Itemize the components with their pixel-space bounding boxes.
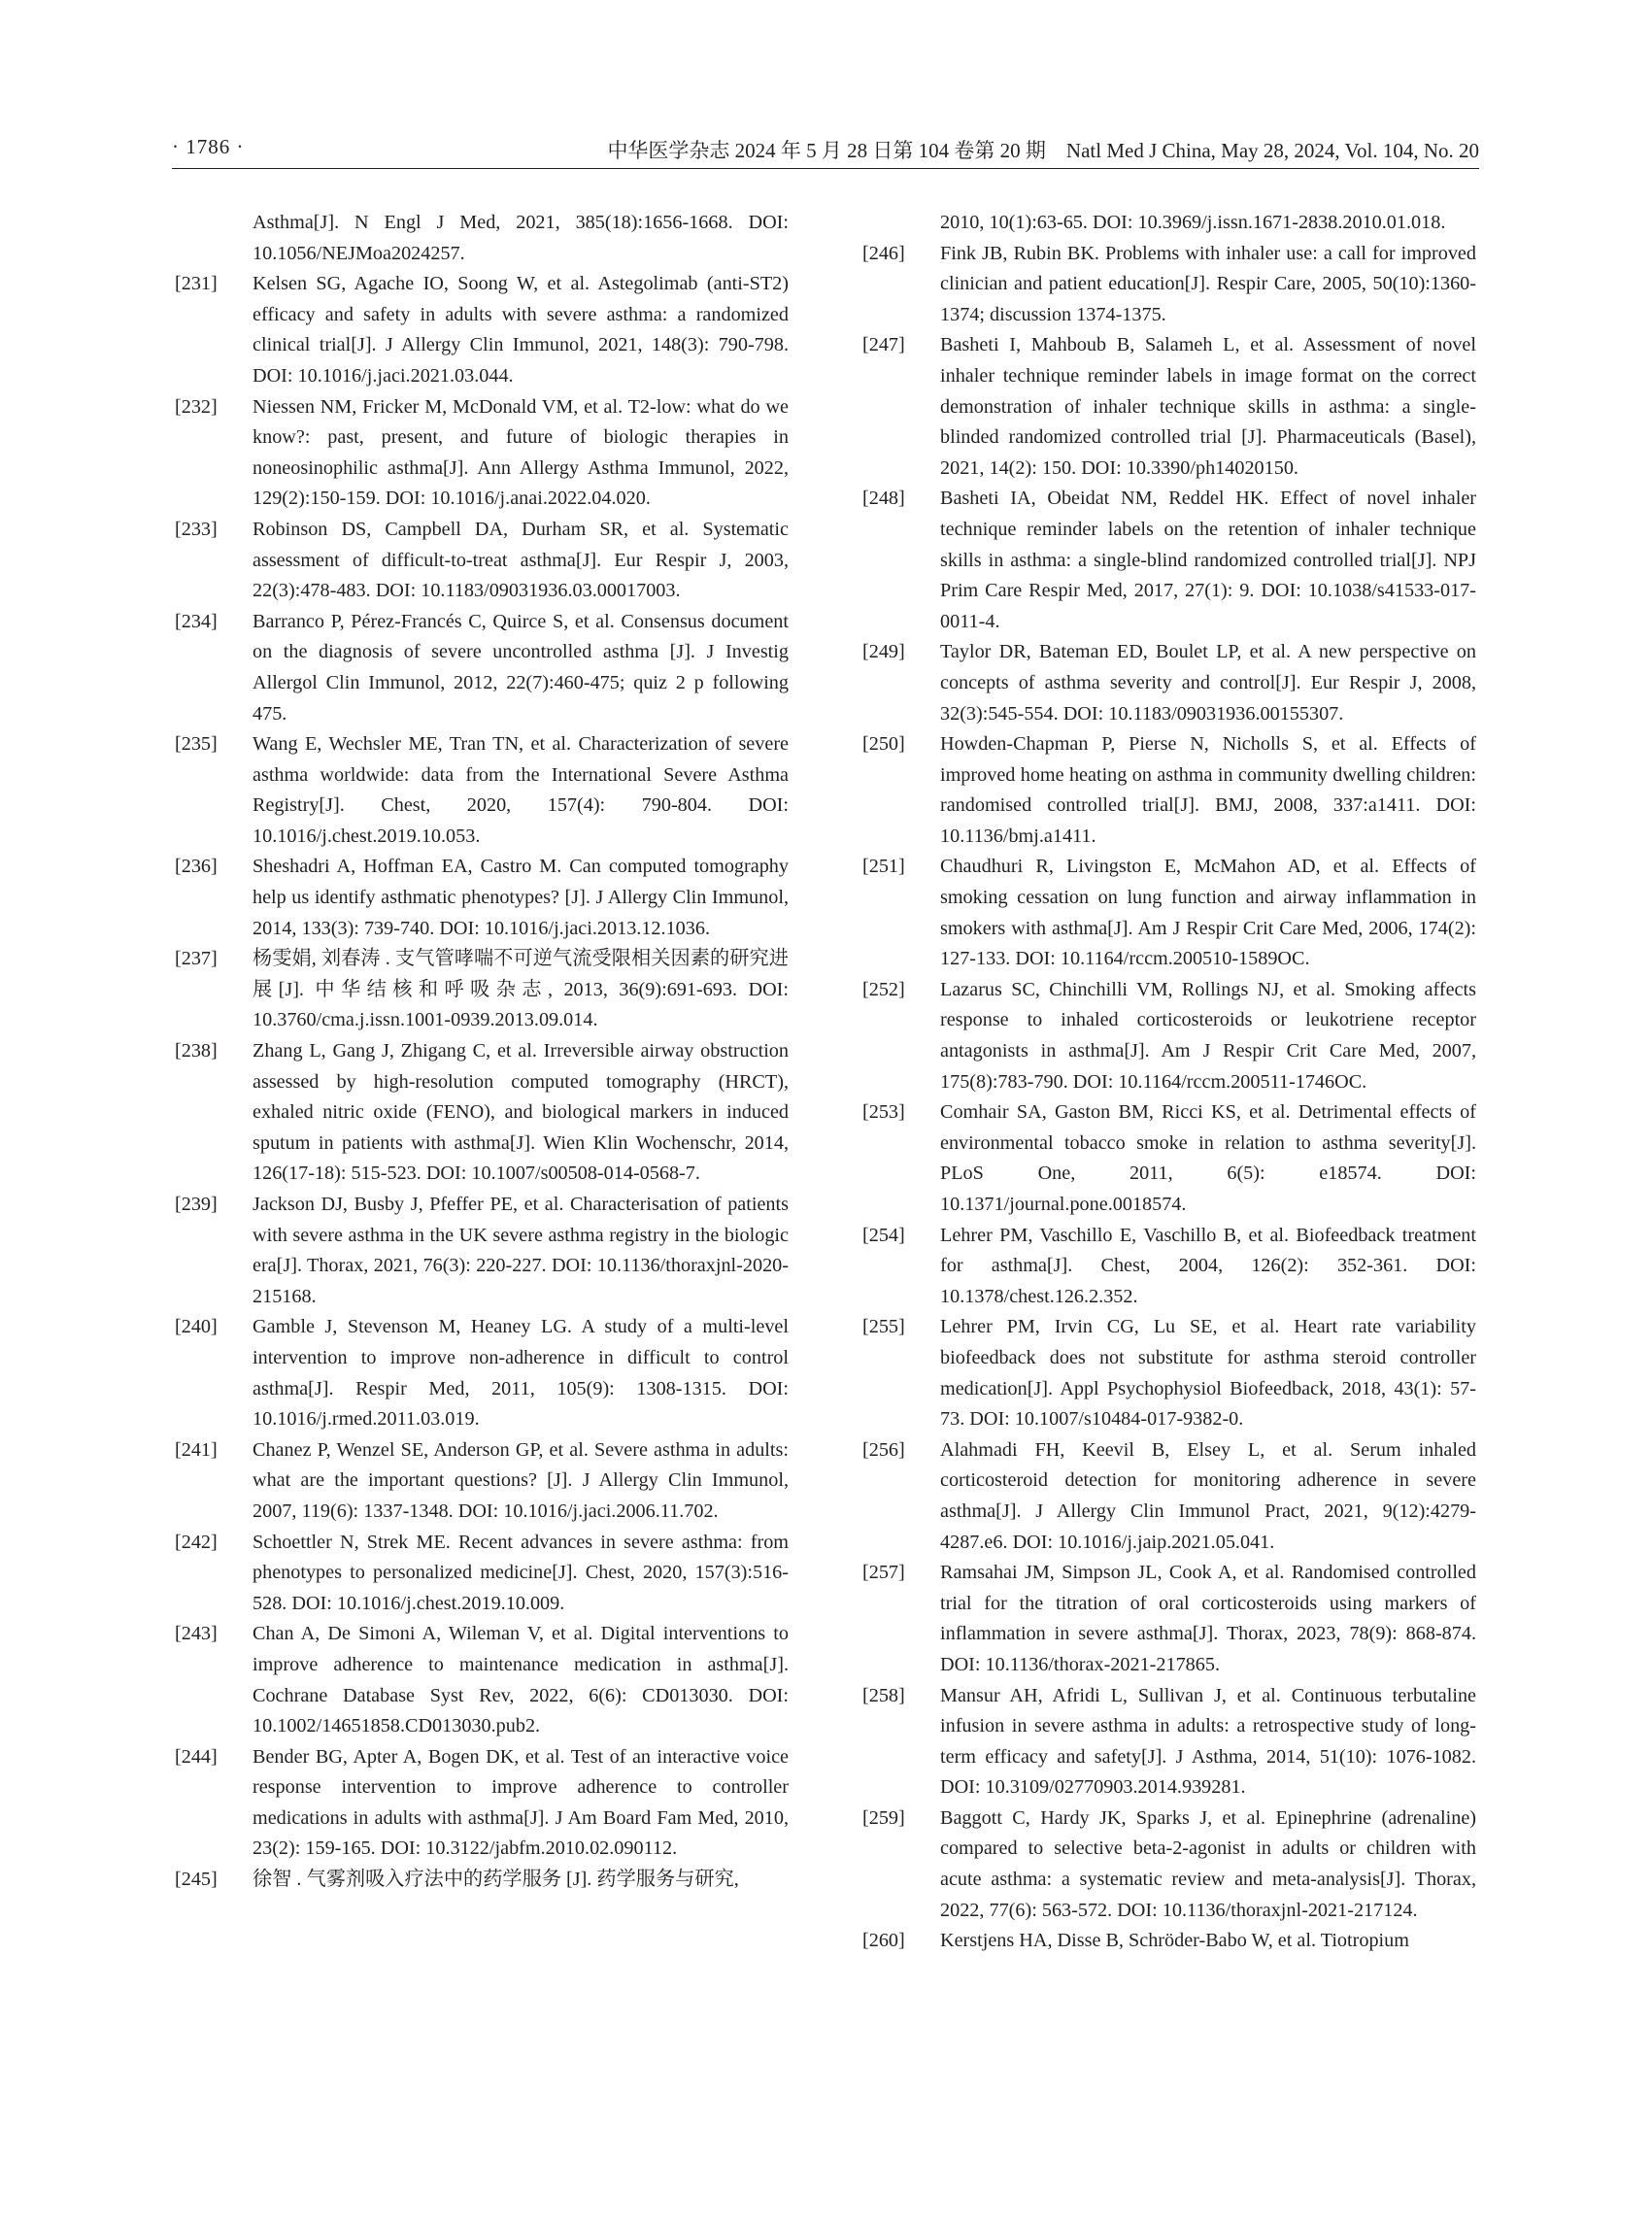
reference-entry xyxy=(175,1865,789,1896)
reference-number: [244] xyxy=(175,1745,218,1768)
right-column xyxy=(862,208,1476,1957)
reference-entry xyxy=(175,1528,789,1620)
reference-entry xyxy=(175,269,789,391)
reference-entry xyxy=(862,1097,1476,1220)
reference-text: Kelsen SG, Agache IO, Soong W, et al. Astegolimab (anti-ST2) efficacy and safety in adults with severe asthma: a randomized clinical trial[J]. J Allergy Clin Immunol, 2021, 148(3): 790-798. DOI: 10.1016/j.jaci.2021.03.044. xyxy=(253,273,789,387)
reference-text: Lehrer PM, Vaschillo E, Vaschillo B, et al. Biofeedback treatment for asthma[J]. Chest, 2004, 126(2): 352-361. DOI: 10.1378/chest.126.2.352. xyxy=(940,1224,1476,1307)
reference-text: Lazarus SC, Chinchilli VM, Rollings NJ, et al. Smoking affects response to inhaled corticosteroids or leukotriene receptor antagonists in asthma[J]. Am J Respir Crit Care Med, 2007, 175(8):783-790. DOI: 10.1164/rccm.200511-1746OC. xyxy=(940,978,1476,1093)
reference-entry xyxy=(175,1036,789,1190)
reference-number: [236] xyxy=(175,856,218,878)
reference-text: Schoettler N, Strek ME. Recent advances in severe asthma: from phenotypes to personalized medicine[J]. Chest, 2020, 157(3):516-528. DOI: 10.1016/j.chest.2019.10.009. xyxy=(253,1531,789,1614)
reference-entry xyxy=(862,1558,1476,1680)
reference-entry xyxy=(862,1221,1476,1313)
reference-number: [251] xyxy=(862,856,905,878)
reference-number: [260] xyxy=(862,1930,905,1952)
reference-text: 徐智 . 气雾剂吸入疗法中的药学服务 [J]. 药学服务与研究, xyxy=(253,1869,739,1891)
reference-number: [238] xyxy=(175,1040,218,1062)
reference-text: 2010, 10(1):63-65. DOI: 10.3969/j.issn.1671-2838.2010.01.018. xyxy=(940,212,1446,233)
journal-citation: 中华医学杂志 2024 年 5 月 28 日第 104 卷第 20 期 Natl Med J China, May 28, 2024, Vol. 104, No. 20 xyxy=(607,139,1479,162)
reference-number: [240] xyxy=(175,1316,218,1338)
reference-text: Barranco P, Pérez-Francés C, Quirce S, et al. Consensus document on the diagnosis of severe uncontrolled asthma [J]. J Investig Allergol Clin Immunol, 2012, 22(7):460-475; quiz 2 p following 475. xyxy=(253,610,789,725)
reference-number: [234] xyxy=(175,610,218,632)
reference-text: Asthma[J]. N Engl J Med, 2021, 385(18):1656-1668. DOI: 10.1056/NEJMoa2024257. xyxy=(253,212,789,264)
reference-entry xyxy=(175,729,789,852)
reference-text: Fink JB, Rubin BK. Problems with inhaler use: a call for improved clinician and patient education[J]. Respir Care, 2005, 50(10):1360-1374; discussion 1374-1375. xyxy=(940,242,1476,325)
reference-text: Basheti IA, Obeidat NM, Reddel HK. Effect of novel inhaler technique reminder labels on the retention of inhaler technique skills in asthma: a single-blind randomized controlled trial[J]. NPJ Prim Care Respir Med, 2017, 27(1): 9. DOI: 10.1038/s41533-017-0011-4. xyxy=(940,488,1476,632)
reference-text: Gamble J, Stevenson M, Heaney LG. A study of a multi-level intervention to improve non-adherence in difficult to control asthma[J]. Respir Med, 2011, 105(9): 1308-1315. DOI: 10.1016/j.rmed.2011.03.019. xyxy=(253,1316,789,1431)
reference-entry xyxy=(175,852,789,944)
reference-text: Mansur AH, Afridi L, Sullivan J, et al. Continuous terbutaline infusion in severe asthma in adults: a retrospective study of long-term efficacy and safety[J]. J Asthma, 2014, 51(10): 1076-1082. DOI: 10.3109/02770903.2014.939281. xyxy=(940,1684,1476,1799)
reference-entry xyxy=(175,515,789,607)
reference-text: Basheti I, Mahboub B, Salameh L, et al. Assessment of novel inhaler technique reminder labels in image format on the correct demonstration of inhaler technique skills in asthma: a single-blinded randomized controlled trial [J]. Pharmaceuticals (Basel), 2021, 14(2): 150. DOI: 10.3390/ph14020150. xyxy=(940,334,1476,479)
reference-text: Chan A, De Simoni A, Wileman V, et al. Digital interventions to improve adherence to maintenance medication in asthma[J]. Cochrane Database Syst Rev, 2022, 6(6): CD013030. DOI: 10.1002/14651858.CD013030.pub2. xyxy=(253,1623,789,1737)
reference-text: Niessen NM, Fricker M, McDonald VM, et al. T2-low: what do we know?: past, present, and future of biologic therapies in noneosinophilic asthma[J]. Ann Allergy Asthma Immunol, 2022, 129(2):150-159. DOI: 10.1016/j.anai.2022.04.020. xyxy=(253,395,789,510)
reference-text: Wang E, Wechsler ME, Tran TN, et al. Characterization of severe asthma worldwide: data from the International Severe Asthma Registry[J]. Chest, 2020, 157(4): 790-804. DOI: 10.1016/j.chest.2019.10.053. xyxy=(253,733,789,847)
reference-text: Ramsahai JM, Simpson JL, Cook A, et al. Randomised controlled trial for the titration of oral corticosteroids using markers of inflammation in severe asthma[J]. Thorax, 2023, 78(9): 868-874. DOI: 10.1136/thorax-2021-217865. xyxy=(940,1562,1476,1675)
reference-text: Howden-Chapman P, Pierse N, Nicholls S, et al. Effects of improved home heating on asthma in community dwelling children: randomised controlled trial[J]. BMJ, 2008, 337:a1411. DOI: 10.1136/bmj.a1411. xyxy=(940,733,1476,847)
reference-number: [242] xyxy=(175,1531,218,1553)
reference-entry xyxy=(862,208,1476,239)
reference-text: Comhair SA, Gaston BM, Ricci KS, et al. Detrimental effects of environmental tobacco smoke in relation to asthma severity[J]. PLoS One, 2011, 6(5): e18574. DOI: 10.1371/journal.pone.0018574. xyxy=(940,1101,1476,1215)
reference-entry xyxy=(862,330,1476,484)
reference-number: [241] xyxy=(175,1438,218,1461)
left-column xyxy=(175,208,789,1896)
reference-number: [259] xyxy=(862,1806,905,1829)
reference-text: Chanez P, Wenzel SE, Anderson GP, et al. Severe asthma in adults: what are the important questions? [J]. J Allergy Clin Immunol, 2007, 119(6): 1337-1348. DOI: 10.1016/j.jaci.2006.11.702. xyxy=(253,1438,789,1522)
reference-text: Zhang L, Gang J, Zhigang C, et al. Irreversible airway obstruction assessed by high-resolution computed tomography (HRCT), exhaled nitric oxide (FENO), and biological markers in induced sputum in patients with asthma[J]. Wien Klin Wochenschr, 2014, 126(17-18): 515-523. DOI: 10.1007/s00508-014-0568-7. xyxy=(253,1040,789,1185)
reference-number: [232] xyxy=(175,395,218,418)
reference-entry xyxy=(175,944,789,1036)
reference-text: Baggott C, Hardy JK, Sparks J, et al. Epinephrine (adrenaline) compared to selective beta-2-agonist in adults or children with acute asthma: a systematic review and meta-analysis[J]. Thorax, 2022, 77(6): 563-572. DOI: 10.1136/thoraxjnl-2021-217124. xyxy=(940,1806,1476,1921)
reference-number: [245] xyxy=(175,1869,218,1891)
reference-entry xyxy=(862,239,1476,331)
reference-entry xyxy=(175,208,789,269)
reference-number: [247] xyxy=(862,334,905,356)
reference-entry xyxy=(862,1435,1476,1558)
reference-number: [253] xyxy=(862,1101,905,1124)
page-number: · 1786 · xyxy=(172,135,245,158)
reference-text: Lehrer PM, Irvin CG, Lu SE, et al. Heart rate variability biofeedback does not substitute for asthma steroid controller medication[J]. Appl Psychophysiol Biofeedback, 2018, 43(1): 57-73. DOI: 10.1007/s10484-017-9382-0. xyxy=(940,1316,1476,1431)
reference-number: [231] xyxy=(175,273,218,295)
reference-number: [239] xyxy=(175,1194,218,1215)
reference-text: 杨雯娟, 刘春涛 . 支气管哮喘不可逆气流受限相关因素的研究进展[J]. 中华结核和呼吸杂志, 2013, 36(9):691-693. DOI: 10.3760/cma.j.issn.1001-0939.2013.09.014. xyxy=(253,948,789,1031)
running-header xyxy=(172,133,1479,169)
reference-number: [237] xyxy=(175,948,218,970)
reference-entry xyxy=(175,1742,789,1865)
reference-entry xyxy=(862,637,1476,729)
reference-entry xyxy=(175,607,789,729)
reference-number: [243] xyxy=(175,1623,218,1645)
reference-number: [249] xyxy=(862,641,905,663)
reference-entry xyxy=(862,1681,1476,1804)
reference-number: [258] xyxy=(862,1684,905,1706)
reference-number: [257] xyxy=(862,1562,905,1584)
reference-text: Bender BG, Apter A, Bogen DK, et al. Test of an interactive voice response intervention to improve adherence to controller medications in adults with asthma[J]. J Am Board Fam Med, 2010, 23(2): 159-165. DOI: 10.3122/jabfm.2010.02.090112. xyxy=(253,1745,789,1860)
reference-number: [233] xyxy=(175,518,218,540)
reference-entry xyxy=(862,484,1476,637)
reference-entry xyxy=(862,975,1476,1097)
reference-entry xyxy=(862,1312,1476,1434)
reference-entry xyxy=(175,1435,789,1528)
reference-text: Jackson DJ, Busby J, Pfeffer PE, et al. Characterisation of patients with severe asthma in the UK severe asthma registry in the biologic era[J]. Thorax, 2021, 76(3): 220-227. DOI: 10.1136/thoraxjnl-2020-215168. xyxy=(253,1194,789,1307)
reference-text: Robinson DS, Campbell DA, Durham SR, et al. Systematic assessment of difficult-to-treat asthma[J]. Eur Respir J, 2003, 22(3):478-483. DOI: 10.1183/09031936.03.00017003. xyxy=(253,518,789,602)
reference-entry xyxy=(175,1312,789,1434)
reference-entry xyxy=(862,1804,1476,1926)
reference-number: [250] xyxy=(862,733,905,756)
reference-entry xyxy=(862,1926,1476,1957)
reference-entry xyxy=(175,392,789,515)
reference-number: [252] xyxy=(862,978,905,1000)
reference-text: Sheshadri A, Hoffman EA, Castro M. Can computed tomography help us identify asthmatic phenotypes? [J]. J Allergy Clin Immunol, 2014, 133(3): 739-740. DOI: 10.1016/j.jaci.2013.12.1036. xyxy=(253,856,789,939)
reference-number: [248] xyxy=(862,488,905,510)
reference-number: [255] xyxy=(862,1316,905,1338)
reference-text: Chaudhuri R, Livingston E, McMahon AD, et al. Effects of smoking cessation on lung function and airway inflammation in smokers with asthma[J]. Am J Respir Crit Care Med, 2006, 174(2): 127-133. DOI: 10.1164/rccm.200510-1589OC. xyxy=(940,856,1476,970)
reference-entry xyxy=(862,852,1476,974)
reference-entry xyxy=(175,1619,789,1741)
reference-entry xyxy=(175,1190,789,1312)
reference-number: [256] xyxy=(862,1438,905,1461)
reference-text: Kerstjens HA, Disse B, Schröder-Babo W, et al. Tiotropium xyxy=(940,1930,1409,1952)
reference-text: Taylor DR, Bateman ED, Boulet LP, et al. A new perspective on concepts of asthma severity and control[J]. Eur Respir J, 2008, 32(3):545-554. DOI: 10.1183/09031936.00155307. xyxy=(940,641,1476,725)
reference-number: [246] xyxy=(862,242,905,264)
reference-number: [235] xyxy=(175,733,218,756)
reference-entry xyxy=(862,729,1476,852)
reference-text: Alahmadi FH, Keevil B, Elsey L, et al. Serum inhaled corticosteroid detection for monitoring adherence in severe asthma[J]. J Allergy Clin Immunol Pract, 2021, 9(12):4279-4287.e6. DOI: 10.1016/j.jaip.2021.05.041. xyxy=(940,1438,1476,1553)
reference-number: [254] xyxy=(862,1224,905,1246)
